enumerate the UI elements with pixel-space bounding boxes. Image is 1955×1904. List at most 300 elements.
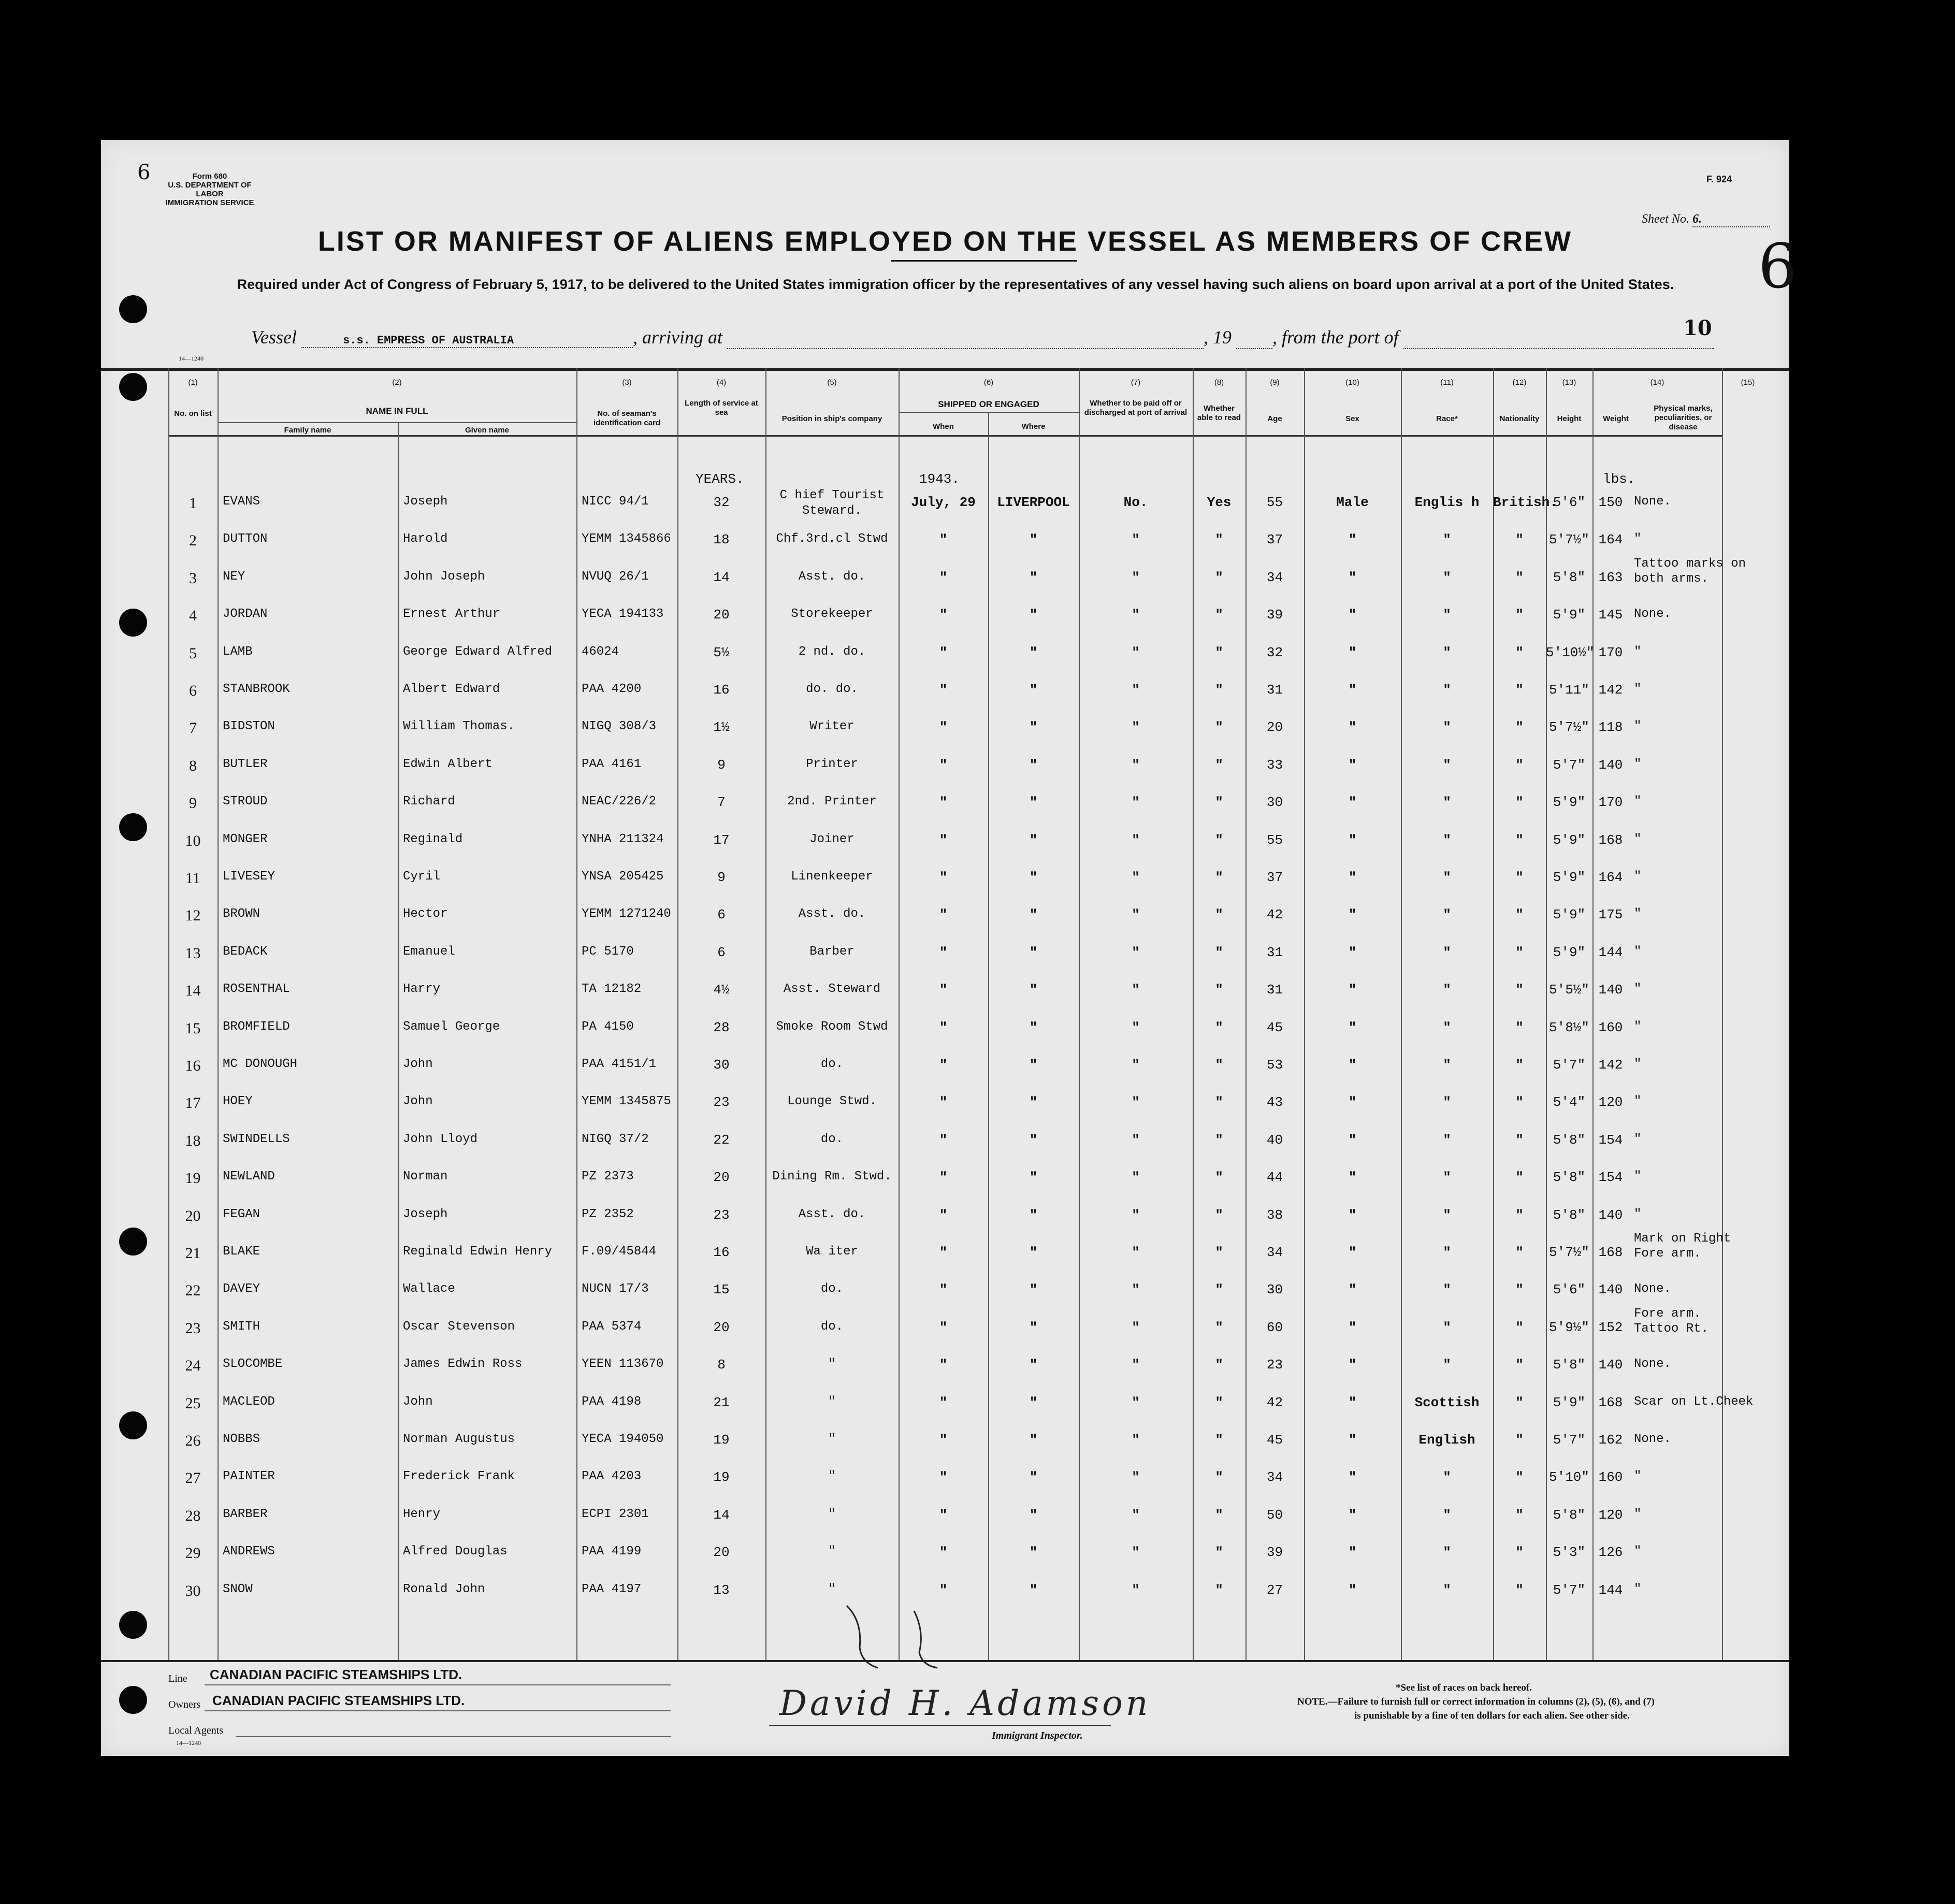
row-number: 12 — [185, 907, 201, 925]
row-number: 27 — [185, 1469, 201, 1487]
family-name: STROUD — [223, 795, 268, 809]
race: " — [1443, 1582, 1451, 1598]
length-of-service: 18 — [713, 532, 730, 548]
able-to-read: " — [1215, 569, 1223, 585]
seaman-card: YECA 194050 — [582, 1432, 664, 1446]
length-of-service: 32 — [713, 495, 730, 510]
nationality: " — [1515, 1132, 1524, 1148]
row-number: 8 — [189, 757, 197, 774]
table-row — [101, 522, 1789, 559]
race: " — [1443, 1170, 1451, 1186]
height: 5'11" — [1548, 682, 1589, 698]
row-number: 5 — [189, 644, 197, 662]
position: Wa iter — [806, 1245, 858, 1259]
sex: " — [1348, 1469, 1357, 1485]
physical-marks: " — [1634, 795, 1642, 809]
sex: " — [1348, 1394, 1357, 1410]
given-name: Reginald Edwin Henry — [403, 1245, 553, 1259]
height: 5'7½" — [1548, 1245, 1589, 1260]
able-to-read: " — [1215, 1507, 1223, 1523]
able-to-read: " — [1215, 1019, 1223, 1035]
height: 5'10" — [1548, 1469, 1589, 1485]
family-name: DUTTON — [223, 532, 268, 546]
signature-line — [769, 1725, 1111, 1726]
family-name: SLOCOMBE — [223, 1357, 283, 1372]
col-num-4: (4) — [716, 378, 727, 387]
length-of-service: 7 — [717, 795, 726, 811]
position: C hief Tourist — [779, 488, 885, 502]
nationality: " — [1515, 1394, 1524, 1410]
race: Scottish — [1414, 1394, 1480, 1410]
nationality: " — [1515, 1094, 1524, 1110]
able-to-read: " — [1215, 1469, 1223, 1485]
able-to-read: " — [1215, 1132, 1223, 1148]
length-of-service: 9 — [717, 870, 726, 885]
col-num-11: (11) — [1440, 378, 1454, 387]
table-row — [101, 1534, 1789, 1571]
sex: " — [1348, 1582, 1357, 1598]
sex: " — [1348, 1432, 1357, 1448]
header-name-in-full: NAME IN FULL — [366, 406, 428, 416]
given-name: Reginald — [403, 832, 463, 846]
header-height: Height — [1557, 414, 1582, 423]
table-row — [101, 1197, 1789, 1234]
family-name: BROMFIELD — [223, 1019, 290, 1034]
shipped-when: " — [939, 644, 948, 660]
shipped-where: " — [1029, 795, 1038, 811]
row-number: 9 — [189, 795, 197, 812]
nationality: " — [1515, 982, 1524, 998]
row-number: 16 — [185, 1057, 201, 1074]
shipped-when: " — [939, 832, 948, 848]
position: Asst. do. — [798, 907, 866, 921]
row-number: 3 — [189, 569, 197, 587]
seaman-card: YEMM 1271240 — [582, 907, 671, 921]
shipped-where: " — [1029, 1432, 1038, 1448]
able-to-read: " — [1215, 1394, 1223, 1410]
weight: 164 — [1598, 870, 1623, 885]
table-row — [101, 556, 1789, 597]
length-of-service: 17 — [713, 832, 730, 848]
seaman-card: PAA 4199 — [582, 1545, 642, 1559]
height: 5'7" — [1553, 757, 1586, 773]
weight: 145 — [1598, 607, 1623, 623]
race: " — [1443, 682, 1451, 698]
height: 5'3" — [1553, 1545, 1586, 1561]
length-of-service: 16 — [713, 1245, 730, 1260]
age: 39 — [1266, 1545, 1283, 1561]
age: 43 — [1266, 1094, 1283, 1110]
family-name: LAMB — [223, 644, 253, 659]
able-to-read: " — [1215, 982, 1223, 998]
sex: " — [1348, 1545, 1357, 1561]
seaman-card: PZ 2373 — [582, 1170, 634, 1184]
able-to-read: " — [1215, 719, 1223, 735]
height: 5'5½" — [1548, 982, 1589, 998]
height: 5'9" — [1553, 944, 1586, 960]
height: 5'7" — [1553, 1582, 1586, 1598]
race: " — [1443, 607, 1451, 623]
paid-off: " — [1132, 1057, 1140, 1073]
sex: " — [1348, 607, 1357, 623]
physical-marks: " — [1634, 944, 1642, 959]
shipped-when: " — [939, 1582, 948, 1598]
shipped-when: " — [939, 682, 948, 698]
race: " — [1443, 1545, 1451, 1561]
physical-marks: " — [1634, 1507, 1642, 1521]
weight: 150 — [1598, 495, 1623, 510]
nationality: " — [1515, 532, 1524, 548]
shipped-where: " — [1029, 1057, 1038, 1073]
sex: " — [1348, 1507, 1357, 1523]
shipped-where: " — [1029, 1545, 1038, 1561]
weight: 140 — [1598, 982, 1623, 998]
able-to-read: " — [1215, 795, 1223, 811]
paid-off: " — [1132, 1507, 1140, 1523]
shipped-when: " — [939, 1094, 948, 1110]
family-name: FEGAN — [223, 1207, 260, 1221]
table-row — [101, 1122, 1789, 1159]
length-of-service: 20 — [713, 1319, 730, 1335]
nationality: " — [1515, 607, 1524, 623]
position: do. — [820, 1319, 844, 1334]
age: 31 — [1266, 944, 1283, 960]
length-of-service: 30 — [713, 1057, 730, 1073]
handwritten-ten: 10 — [1683, 316, 1712, 340]
position: " — [828, 1582, 836, 1596]
seaman-card: PAA 5374 — [582, 1319, 642, 1334]
table-top-rule — [101, 368, 1789, 371]
able-to-read: " — [1215, 907, 1223, 923]
given-name: John — [403, 1057, 433, 1071]
footer-rule — [101, 1660, 1789, 1662]
given-name: John Lloyd — [403, 1132, 478, 1146]
paid-off: " — [1132, 1357, 1140, 1373]
given-name: John — [403, 1094, 433, 1109]
row-number: 17 — [185, 1094, 201, 1112]
table-row — [101, 1347, 1789, 1384]
owners-label: Owners — [168, 1699, 201, 1710]
physical-marks: " — [1634, 1545, 1642, 1559]
shipped-where: " — [1029, 832, 1038, 848]
nationality: " — [1515, 944, 1524, 960]
col-num-3: (3) — [622, 378, 632, 387]
length-of-service: 28 — [713, 1019, 730, 1035]
table-row — [101, 672, 1789, 709]
physical-marks: None. — [1634, 1282, 1672, 1296]
age: 55 — [1266, 495, 1283, 510]
given-name: Norman Augustus — [403, 1432, 515, 1446]
table-row — [101, 1459, 1789, 1496]
col-num-6: (6) — [983, 378, 994, 387]
shipped-where: " — [1029, 644, 1038, 660]
header-family-name: Family name — [284, 426, 331, 435]
physical-marks: None. — [1634, 495, 1672, 509]
able-to-read: " — [1215, 1170, 1223, 1186]
penalty-note-cont: is punishable by a fine of ten dollars for each alien. See other side. — [1354, 1710, 1630, 1721]
position: Storekeeper — [791, 607, 873, 622]
physical-marks: " — [1634, 644, 1642, 659]
family-name: MONGER — [223, 832, 268, 846]
nationality: " — [1515, 1282, 1524, 1298]
sex: " — [1348, 1282, 1357, 1298]
physical-marks: None. — [1634, 607, 1672, 622]
given-name: Harry — [403, 982, 441, 997]
height: 5'9" — [1553, 1394, 1586, 1410]
paid-off: " — [1132, 607, 1140, 623]
length-of-service: 16 — [713, 682, 730, 698]
race: " — [1443, 870, 1451, 885]
family-name: BROWN — [223, 907, 260, 921]
row-number: 29 — [185, 1545, 201, 1562]
seaman-card: YEMM 1345875 — [582, 1094, 671, 1109]
age: 40 — [1266, 1132, 1283, 1148]
physical-marks: " — [1634, 1207, 1642, 1221]
sex: " — [1348, 757, 1357, 773]
length-of-service: 23 — [713, 1207, 730, 1223]
row-number: 7 — [189, 719, 197, 737]
form-reference: F. 924 — [1706, 174, 1732, 184]
col-num-1: (1) — [188, 378, 198, 387]
nationality: " — [1515, 795, 1524, 811]
weight: 154 — [1598, 1170, 1623, 1186]
table-row — [101, 1084, 1789, 1121]
paid-off: " — [1132, 1019, 1140, 1035]
race: " — [1443, 944, 1451, 960]
family-name: EVANS — [223, 495, 260, 509]
position: Chf.3rd.cl Stwd — [776, 532, 888, 546]
punch-hole — [119, 295, 147, 323]
seaman-card: PAA 4151/1 — [582, 1057, 657, 1071]
physical-marks-line-2: Fore arm. — [1634, 1247, 1701, 1261]
given-name: Cyril — [403, 870, 441, 884]
physical-marks: " — [1634, 982, 1642, 997]
weight: 126 — [1598, 1545, 1623, 1561]
shipped-where: " — [1029, 1207, 1038, 1223]
length-of-service: 6 — [717, 907, 726, 923]
able-to-read: " — [1215, 1319, 1223, 1335]
given-name: James Edwin Ross — [403, 1357, 523, 1372]
age: 34 — [1266, 1245, 1283, 1260]
seaman-card: PZ 2352 — [582, 1207, 634, 1221]
row-number: 1 — [189, 495, 197, 512]
race: " — [1443, 532, 1451, 548]
physical-marks: " — [1634, 532, 1642, 546]
age: 50 — [1266, 1507, 1283, 1523]
col-num-8: (8) — [1214, 378, 1224, 387]
shipped-where: " — [1029, 944, 1038, 960]
weight: 168 — [1598, 1394, 1623, 1410]
row-number: 23 — [185, 1319, 201, 1337]
nationality: " — [1515, 1432, 1524, 1448]
able-to-read: " — [1215, 644, 1223, 660]
seaman-card: PAA 4161 — [582, 757, 642, 771]
sex: " — [1348, 719, 1357, 735]
table-row — [101, 859, 1789, 897]
position-line-2: Steward. — [802, 504, 862, 518]
physical-marks: Scar on Lt.Cheek — [1634, 1394, 1754, 1409]
row-number: 6 — [189, 682, 197, 699]
race: " — [1443, 795, 1451, 811]
family-name: MACLEOD — [223, 1394, 275, 1409]
seaman-card: NIGQ 308/3 — [582, 719, 657, 734]
paid-off: " — [1132, 1394, 1140, 1410]
header-age: Age — [1267, 414, 1282, 423]
race: " — [1443, 719, 1451, 735]
inspector-signature: David H. Adamson — [779, 1683, 1151, 1723]
shipped-where: " — [1029, 1282, 1038, 1298]
shipped-where: " — [1029, 1170, 1038, 1186]
col-num-7: (7) — [1131, 378, 1141, 387]
shipped-when: " — [939, 1132, 948, 1148]
physical-marks: " — [1634, 870, 1642, 884]
able-to-read: " — [1215, 1207, 1223, 1223]
age: 55 — [1266, 832, 1283, 848]
race: " — [1443, 1132, 1451, 1148]
weight: 120 — [1598, 1507, 1623, 1523]
department-name: U.S. DEPARTMENT OF LABOR — [168, 181, 252, 198]
shipped-when: " — [939, 944, 948, 960]
height: 5'8" — [1553, 1132, 1586, 1148]
given-name: William Thomas. — [403, 719, 515, 734]
sex: " — [1348, 644, 1357, 660]
table-row — [101, 784, 1789, 821]
position: " — [828, 1507, 836, 1521]
shipped-when: " — [939, 757, 948, 773]
sex: " — [1348, 1245, 1357, 1260]
race: " — [1443, 1469, 1451, 1485]
shipped-when: July, 29 — [911, 495, 976, 510]
family-name: PAINTER — [223, 1469, 275, 1484]
physical-marks: " — [1634, 1057, 1642, 1071]
table-row — [101, 972, 1789, 1009]
family-name: NOBBS — [223, 1432, 260, 1446]
paid-off: " — [1132, 1282, 1140, 1298]
table-row — [101, 1047, 1789, 1084]
nationality: " — [1515, 1507, 1524, 1523]
age: 20 — [1266, 719, 1283, 735]
physical-marks-line-2: Tattoo Rt. — [1634, 1321, 1709, 1336]
paid-off: " — [1132, 907, 1140, 923]
col-num-15: (15) — [1741, 378, 1755, 387]
table-row — [101, 709, 1789, 746]
length-of-service: 22 — [713, 1132, 730, 1148]
height: 5'9" — [1553, 607, 1586, 623]
nationality: " — [1515, 1019, 1524, 1035]
shipped-when: " — [939, 569, 948, 585]
physical-marks: " — [1634, 719, 1642, 734]
sex: " — [1348, 1094, 1357, 1110]
age: 45 — [1266, 1019, 1283, 1035]
race: English — [1418, 1432, 1475, 1448]
shipped-when: " — [939, 1057, 948, 1073]
shipped-when: " — [939, 1432, 948, 1448]
given-name: Frederick Frank — [403, 1469, 515, 1484]
family-name: ROSENTHAL — [223, 982, 290, 997]
header-paid-off: Whether to be paid off or discharged at port of arrival — [1084, 399, 1188, 417]
length-of-service: 14 — [713, 1507, 730, 1523]
weight: 160 — [1598, 1469, 1623, 1485]
race: " — [1443, 1282, 1451, 1298]
length-of-service: 14 — [713, 569, 730, 585]
weight: 140 — [1598, 1282, 1623, 1298]
weight: 162 — [1598, 1432, 1623, 1448]
race: " — [1443, 757, 1451, 773]
age: 34 — [1266, 569, 1283, 585]
nationality: " — [1515, 1207, 1524, 1223]
paid-off: " — [1132, 944, 1140, 960]
row-number: 21 — [185, 1245, 201, 1262]
family-name: BARBER — [223, 1507, 268, 1521]
owners-value: CANADIAN PACIFIC STEAMSHIPS LTD. — [212, 1693, 465, 1708]
seaman-card: NICC 94/1 — [582, 495, 649, 509]
header-no-on-list: No. on list — [174, 409, 212, 418]
able-to-read: " — [1215, 1245, 1223, 1260]
length-of-service: 23 — [713, 1094, 730, 1110]
able-to-read: " — [1215, 607, 1223, 623]
age: 42 — [1266, 907, 1283, 923]
nationality: " — [1515, 682, 1524, 698]
able-to-read: " — [1215, 1432, 1223, 1448]
age: 34 — [1266, 1469, 1283, 1485]
shipped-where: " — [1029, 1319, 1038, 1335]
weight: 144 — [1598, 944, 1623, 960]
nationality: " — [1515, 1357, 1524, 1373]
weight: 140 — [1598, 1357, 1623, 1373]
table-row — [101, 1497, 1789, 1534]
sex: " — [1348, 832, 1357, 848]
height: 5'8" — [1553, 569, 1586, 585]
height: 5'8" — [1553, 1507, 1586, 1523]
shipped-when: " — [939, 1019, 948, 1035]
shipped-when: " — [939, 1357, 948, 1373]
able-to-read: " — [1215, 532, 1223, 548]
height: 5'9½" — [1548, 1319, 1589, 1335]
col-num-2: (2) — [392, 378, 402, 387]
position: do. — [820, 1282, 844, 1296]
header-given-name: Given name — [465, 426, 510, 435]
length-of-service: 20 — [713, 607, 730, 623]
race: Englis h — [1414, 495, 1480, 510]
shipped-when: " — [939, 1394, 948, 1410]
paid-off: " — [1132, 832, 1140, 848]
sex: Male — [1336, 495, 1369, 510]
given-name: John — [403, 1394, 433, 1409]
sex: " — [1348, 1019, 1357, 1035]
seaman-card: NUCN 17/3 — [582, 1282, 649, 1296]
row-number: 22 — [185, 1282, 201, 1300]
paid-off: " — [1132, 644, 1140, 660]
physical-marks: " — [1634, 682, 1642, 696]
nationality: " — [1515, 569, 1524, 585]
shipped-where: " — [1029, 1019, 1038, 1035]
shipped-when: " — [939, 1507, 948, 1523]
able-to-read: " — [1215, 1057, 1223, 1073]
family-name: SNOW — [223, 1582, 253, 1596]
age: 33 — [1266, 757, 1283, 773]
vessel-line: Vessel s.s. EMPRESS OF AUSTRALIA , arriving at , 19 , from the port of — [251, 326, 1779, 349]
position: " — [828, 1357, 836, 1372]
handwritten-corner-number: 6 — [137, 161, 151, 184]
height: 5'8" — [1553, 1207, 1586, 1223]
row-number: 20 — [185, 1207, 201, 1224]
header-race: Race* — [1436, 414, 1458, 423]
header-where: Where — [1021, 422, 1046, 431]
race: " — [1443, 1245, 1451, 1260]
table-row — [101, 634, 1789, 672]
seaman-card: PAA 4203 — [582, 1469, 642, 1484]
paid-off: " — [1132, 757, 1140, 773]
